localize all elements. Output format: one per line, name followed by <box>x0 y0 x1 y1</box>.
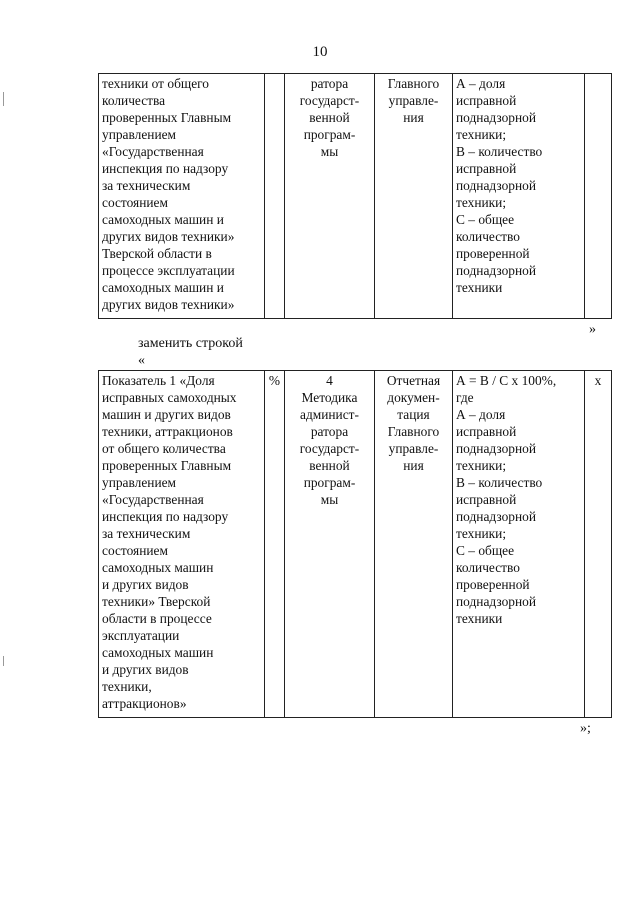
unit-cell <box>265 74 285 319</box>
unit-cell: % <box>265 371 285 718</box>
indicator-name-cell: Показатель 1 «Доля исправных самоходных машин и других видов техники, аттракционов от общего количества проверенных Главным управлением «Государственная инспекция по надзору за техническим состоянием самоходных машин и других видов техники» Тверской области в процессе эксплуатации самоходных машин и других видов техники, аттракционов» <box>99 371 265 718</box>
source-cell: Главного управле- ния <box>375 74 453 319</box>
method-cell: 4 Методика админист- ратора государст- венной програм- мы <box>285 371 375 718</box>
table-new-row <box>98 370 612 718</box>
closing-quote-semicolon: »; <box>580 721 591 736</box>
method-cell: ратора государст- венной програм- мы <box>285 74 375 319</box>
opening-quote: « <box>138 353 145 368</box>
table-row <box>99 371 612 718</box>
formula-cell: А = В / С х 100%, где А – доля исправной поднадзорной техники; В – количество исправной поднадзорной техники; С – общее количество проверенной поднадзорной техники <box>453 371 585 718</box>
scan-edge-mark <box>3 656 4 666</box>
source-cell: Отчетная докумен- тация Главного управле- ния <box>375 371 453 718</box>
replace-instruction: заменить строкой <box>138 336 243 351</box>
formula-cell: А – доля исправной поднадзорной техники; В – количество исправной поднадзорной техники; С – общее количество проверенной поднадзорной техники <box>453 74 585 319</box>
scan-edge-mark <box>3 92 4 106</box>
closing-quote: » <box>589 322 596 337</box>
indicator-name-cell: техники от общего количества проверенных Главным управлением «Государственная инспекция по надзору за техническим состоянием самоходных машин и других видов техники» Тверской области в процессе эксплуатации самоходных машин и других видов техники» <box>99 74 265 319</box>
page-number: 10 <box>312 44 328 60</box>
table-row <box>99 74 612 319</box>
extra-cell: х <box>585 371 612 718</box>
table-continued <box>98 73 612 319</box>
extra-cell <box>585 74 612 319</box>
